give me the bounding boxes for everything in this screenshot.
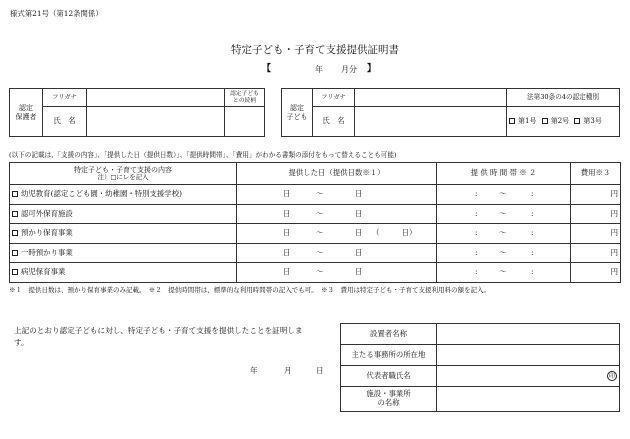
service-item[interactable]: 病児保育事業 (10, 263, 237, 283)
header-content-note: 注）□にレを記入 (97, 172, 149, 181)
child-furigana-field[interactable] (355, 89, 507, 107)
facility-name-field[interactable] (437, 387, 620, 412)
provider-address-field[interactable] (437, 345, 620, 366)
table-row (10, 263, 621, 283)
table-row (10, 243, 621, 263)
hours-cell[interactable]: : ～ : (437, 204, 571, 224)
provider-table (340, 323, 620, 412)
form-number: 様式第21号（第12条関係） (10, 9, 103, 18)
fee-cell[interactable]: 円 (571, 224, 621, 244)
hours-cell[interactable]: : ～ : (437, 243, 571, 263)
cert-type-2-checkbox[interactable]: 第2号 (542, 117, 569, 125)
guardian-relation-label: 認定子ども との続柄 (225, 89, 265, 107)
header-days: 提供した日（提供日数※１） (237, 163, 437, 185)
service-item[interactable]: 認可外保育施設 (10, 204, 237, 224)
service-checkbox[interactable] (12, 230, 18, 236)
cert-type-label: 法第30条の4の認定種別 (507, 89, 620, 107)
table-row (10, 185, 621, 205)
fee-cell[interactable]: 円 (571, 185, 621, 205)
facility-name-label: 施設・事業所 の名称 (341, 387, 437, 412)
cert-type-options (507, 107, 620, 137)
service-checkbox[interactable] (12, 211, 18, 217)
period-year-label: 年 (315, 65, 323, 74)
fee-cell[interactable]: 円 (571, 243, 621, 263)
hours-cell[interactable]: : ～ : (437, 185, 571, 205)
attachment-note: (以下の記載は、「支援の内容」、「提供した日（提供日数）」、「提供時間帯」、「費用」がわかる書類の添付をもって替えることも可能) (9, 151, 397, 159)
child-furigana-label: フリガナ (313, 89, 355, 107)
guardian-table (9, 88, 265, 137)
table-row (10, 204, 621, 224)
days-cell[interactable]: 日 ～ 日 (237, 263, 437, 283)
service-checkbox[interactable] (12, 191, 18, 197)
page-title: 特定子ども・子育て支援提供証明書 (231, 44, 399, 56)
service-item[interactable]: 預かり保育事業 (10, 224, 237, 244)
child-name-label: 氏 名 (313, 107, 355, 137)
service-checkbox[interactable] (12, 250, 18, 256)
period-month-label: 月分 (341, 65, 357, 74)
table-row (10, 224, 621, 244)
hours-cell[interactable]: : ～ : (437, 263, 571, 283)
representative-label: 代表者職氏名 (341, 366, 437, 387)
days-cell[interactable]: 日 ～ 日 （ 日） (237, 224, 437, 244)
days-cell[interactable]: 日 ～ 日 (237, 243, 437, 263)
child-table (281, 88, 620, 137)
child-label: 認定 子ども (282, 89, 313, 137)
days-cell[interactable]: 日 ～ 日 (237, 204, 437, 224)
cert-date-year: 年 (250, 366, 258, 375)
fee-cell[interactable]: 円 (571, 204, 621, 224)
fee-cell[interactable]: 円 (571, 263, 621, 283)
guardian-furigana-field[interactable] (87, 89, 225, 107)
provider-address-label: 主たる事務所の所在地 (341, 345, 437, 366)
period-open: 【 (262, 64, 272, 74)
day-count: （ 日） (372, 228, 417, 238)
cert-date-month: 月 (284, 366, 292, 375)
child-name-field[interactable] (355, 107, 507, 137)
cert-date-day: 日 (316, 366, 324, 375)
provider-name-label: 設置者名称 (341, 324, 437, 345)
representative-field[interactable] (437, 366, 620, 387)
header-content: 特定子ども・子育て支援の内容 注）□にレを記入 (10, 163, 237, 185)
cert-type-1-checkbox[interactable]: 第1号 (509, 117, 536, 125)
service-item[interactable]: 一時預かり事業 (10, 243, 237, 263)
header-hours: 提 供 時 間 帯 ※ ２ (437, 163, 571, 185)
seal-icon: 印 (608, 373, 615, 380)
certification-text: 上記のとおり認定子どもに対し、特定子ども・子育て支援を提供したことを証明します。 (14, 326, 303, 347)
hours-cell[interactable]: : ～ : (437, 224, 571, 244)
footnote: ※１ 提供日数は、預かり保育事業のみ記載。 ※２ 提供時間帯は、標準的な利用時間帯の記入でも可。 ※３ 費用は特定子ども・子育て支援利用料の額を記入。 (9, 286, 490, 294)
provider-name-field[interactable] (437, 324, 620, 345)
guardian-label: 認定 保護者 (10, 89, 43, 137)
guardian-name-label: 氏 名 (43, 107, 87, 137)
header-fee: 費用※３ (571, 163, 621, 185)
cert-type-3-checkbox[interactable]: 第3号 (574, 117, 601, 125)
service-item[interactable]: 幼児教育(認定こども園・幼稚園・特別支援学校) (10, 185, 237, 205)
guardian-name-field[interactable] (87, 107, 225, 137)
days-cell[interactable]: 日 ～ 日 (237, 185, 437, 205)
service-table (9, 162, 621, 283)
service-checkbox[interactable] (12, 269, 18, 275)
guardian-relation-field[interactable] (225, 107, 265, 137)
period-close: 】 (367, 64, 377, 74)
guardian-furigana-label: フリガナ (43, 89, 87, 107)
